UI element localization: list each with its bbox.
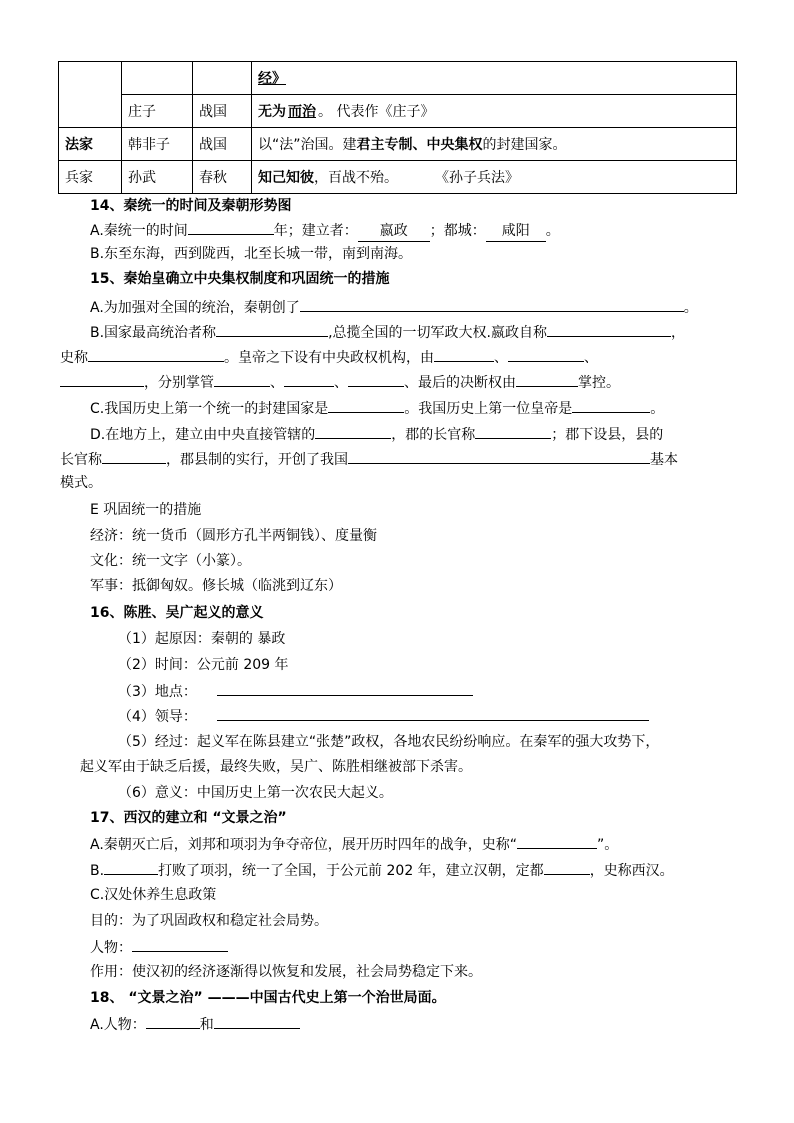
section-15-line-a: [90, 297, 698, 318]
text: 、: [584, 350, 598, 366]
answer-blank[interactable]: [217, 681, 473, 696]
answer-blank[interactable]: [214, 372, 270, 387]
answer-blank[interactable]: [188, 220, 274, 235]
text: 、最后的决断权由: [404, 375, 516, 391]
text: A.人物：: [90, 1017, 146, 1033]
text: 长官称: [60, 452, 102, 468]
text: ，郡县制的实行，开创了我国: [166, 452, 348, 468]
answer-blank[interactable]: [88, 347, 224, 362]
section-16-item-1: （1）起原因：秦朝的 暴政: [118, 631, 286, 647]
text: A.为加强对全国的统治，秦朝创了: [90, 300, 300, 316]
section-15-line-b1: [90, 322, 685, 343]
content-cell: [252, 62, 737, 95]
school-cell: [59, 62, 122, 128]
era-cell: 战国: [193, 128, 252, 161]
text: ,总揽全国的一切军政大权.嬴政自称: [328, 325, 547, 341]
content-text: ，百战不殆。: [314, 170, 398, 186]
name-cell: 庄子: [122, 95, 193, 128]
text: D.在地方上，建立由中央直接管辖的: [90, 427, 316, 443]
answer-blank[interactable]: [60, 372, 144, 387]
section-16-item-3: [118, 681, 473, 702]
content-cell: [252, 128, 737, 161]
text: 、: [334, 375, 348, 391]
answer-blank[interactable]: [102, 449, 166, 464]
content-text: 无为: [258, 104, 286, 120]
section-16-item-4: [118, 706, 649, 727]
section-14-line-b: B.东至东海，西到陇西，北至长城一带，南到南海。: [90, 246, 413, 262]
name-cell: 韩非子: [122, 128, 193, 161]
content-cell: [252, 161, 737, 194]
content-text: 中央集权: [426, 137, 483, 153]
text: 。我国历史上第一位皇帝是: [404, 401, 573, 417]
answer-blank[interactable]: [544, 860, 590, 875]
schools-table: [58, 61, 737, 194]
answer-filled: 咸阳: [486, 221, 546, 242]
text: ；都城：: [429, 223, 486, 239]
era-cell: [193, 62, 252, 95]
section-15-e-title: E 巩固统一的措施: [90, 502, 202, 518]
answer-blank[interactable]: [434, 347, 494, 362]
text: 。皇帝之下设有中央政权机构，由: [224, 350, 434, 366]
table-row: [59, 161, 737, 194]
content-text: 的封建国家。: [482, 137, 567, 153]
section-14-heading: 14、秦统一的时间及秦朝形势图: [90, 198, 292, 214]
content-text: 知己知彼: [258, 170, 314, 186]
answer-blank[interactable]: [284, 372, 334, 387]
answer-blank[interactable]: [516, 372, 578, 387]
section-16-item-2: （2）时间：公元前 209 年: [118, 657, 289, 673]
section-15-line-c: [90, 398, 664, 419]
content-text: 以“法”治国。建: [258, 137, 357, 153]
answer-blank[interactable]: [348, 372, 404, 387]
section-17-line-a: [90, 834, 618, 855]
section-15-line-b2: [60, 347, 598, 368]
text: ，: [670, 325, 685, 341]
answer-blank[interactable]: [217, 706, 649, 721]
table-row: [59, 128, 737, 161]
section-16-item-5b: 起义军由于缺乏后援，最终失败，吴广、陈胜相继被部下杀害。: [80, 759, 472, 775]
content-cell: [252, 95, 737, 128]
text: 人物：: [90, 940, 132, 956]
text: 打败了项羽，统一了全国，于公元前 202 年，建立汉朝，定都: [158, 863, 544, 879]
answer-blank[interactable]: [547, 322, 671, 337]
section-16-item-6: （6）意义：中国历史上第一次农民大起义。: [118, 785, 393, 801]
text: ；郡下设县，县的: [551, 427, 664, 443]
content-text: 、: [412, 137, 427, 153]
content-text: 。 代表作《庄子》: [318, 104, 435, 120]
era-cell: 春秋: [193, 161, 252, 194]
text: （3）地点：: [118, 684, 197, 700]
text: 年；建立者：: [273, 223, 358, 239]
answer-blank[interactable]: [328, 398, 404, 413]
answer-blank[interactable]: [214, 1014, 300, 1029]
answer-blank[interactable]: [508, 347, 584, 362]
content-text: 《孙子兵法》: [442, 170, 519, 186]
table-row: [59, 95, 737, 128]
text: 、: [494, 350, 508, 366]
text: （4）领导：: [118, 709, 197, 725]
section-14-line-a: [90, 220, 560, 242]
content-text: 而治: [288, 104, 316, 120]
section-15-line-d2: [60, 449, 678, 470]
content-text: 君主专制: [356, 137, 413, 153]
answer-blank[interactable]: [216, 322, 328, 337]
section-17-line-b: [90, 860, 674, 881]
section-17-heading: 17、西汉的建立和 “文景之治”: [90, 810, 287, 826]
section-15-line-d1: [90, 424, 663, 445]
answer-filled: 嬴政: [358, 221, 430, 242]
answer-blank[interactable]: [315, 424, 391, 439]
text: ”。: [597, 837, 619, 853]
answer-blank[interactable]: [348, 449, 650, 464]
section-16-heading: 16、陈胜、吴广起义的意义: [90, 605, 264, 621]
section-16-item-5a: （5）经过：起义军在陈县建立“张楚”政权，各地农民纷纷响应。在秦军的强大攻势下，: [118, 734, 660, 750]
section-18-line-a: [90, 1014, 300, 1035]
table-row: [59, 62, 737, 95]
text: B.国家最高统治者称: [90, 325, 217, 341]
text: 。: [683, 300, 698, 316]
section-17-line-c1: 目的：为了巩固政权和稳定社会局势。: [90, 913, 328, 929]
text: 。: [545, 223, 560, 239]
text: A.秦朝灭亡后，刘邦和项羽为争夺帝位，展开历时四年的战争，史称“: [90, 837, 518, 853]
text: ，分别掌管: [144, 375, 214, 391]
text: 基本: [650, 452, 678, 468]
book-title-tail: 经》: [258, 71, 286, 87]
text: 史称: [60, 350, 88, 366]
section-15-heading: 15、秦始皇确立中央集权制度和巩固统一的措施: [90, 271, 390, 287]
section-15-e1: 经济：统一货币（圆形方孔半两铜钱）、度量衡: [90, 528, 377, 544]
answer-blank[interactable]: [132, 937, 228, 952]
school-cell: 法家: [59, 128, 122, 161]
name-cell: [122, 62, 193, 95]
section-17-line-c3: 作用：使汉初的经济逐渐得以恢复和发展，社会局势稳定下来。: [90, 964, 482, 980]
text: C.我国历史上第一个统一的封建国家是: [90, 401, 329, 417]
section-15-e3: 军事：抵御匈奴。修长城（临洮到辽东）: [90, 578, 342, 594]
text: ，郡的长官称: [391, 427, 476, 443]
answer-blank[interactable]: [300, 297, 684, 312]
answer-blank[interactable]: [104, 860, 158, 875]
section-15-line-d3: 模式。: [60, 475, 102, 491]
text: 、: [270, 375, 284, 391]
section-15-e2: 文化：统一文字（小篆）。: [90, 553, 251, 569]
answer-blank[interactable]: [517, 834, 597, 849]
answer-blank[interactable]: [475, 424, 551, 439]
school-cell: 兵家: [59, 161, 122, 194]
section-17-line-c2: [90, 937, 228, 958]
text: ，史称西汉。: [589, 863, 674, 879]
section-18-heading: 18、 “文景之治” ———中国古代史上第一个治世局面。: [90, 990, 446, 1006]
text: 。: [650, 401, 665, 417]
section-15-line-b3: [60, 372, 620, 393]
text: A.秦统一的时间: [90, 223, 188, 239]
text: 和: [199, 1017, 214, 1033]
text: 掌控。: [578, 375, 620, 391]
era-cell: 战国: [193, 95, 252, 128]
name-cell: 孙武: [122, 161, 193, 194]
section-17-line-c: C.汉处休养生息政策: [90, 887, 217, 903]
answer-blank[interactable]: [572, 398, 650, 413]
text: B.: [90, 863, 105, 879]
answer-blank[interactable]: [146, 1014, 200, 1029]
